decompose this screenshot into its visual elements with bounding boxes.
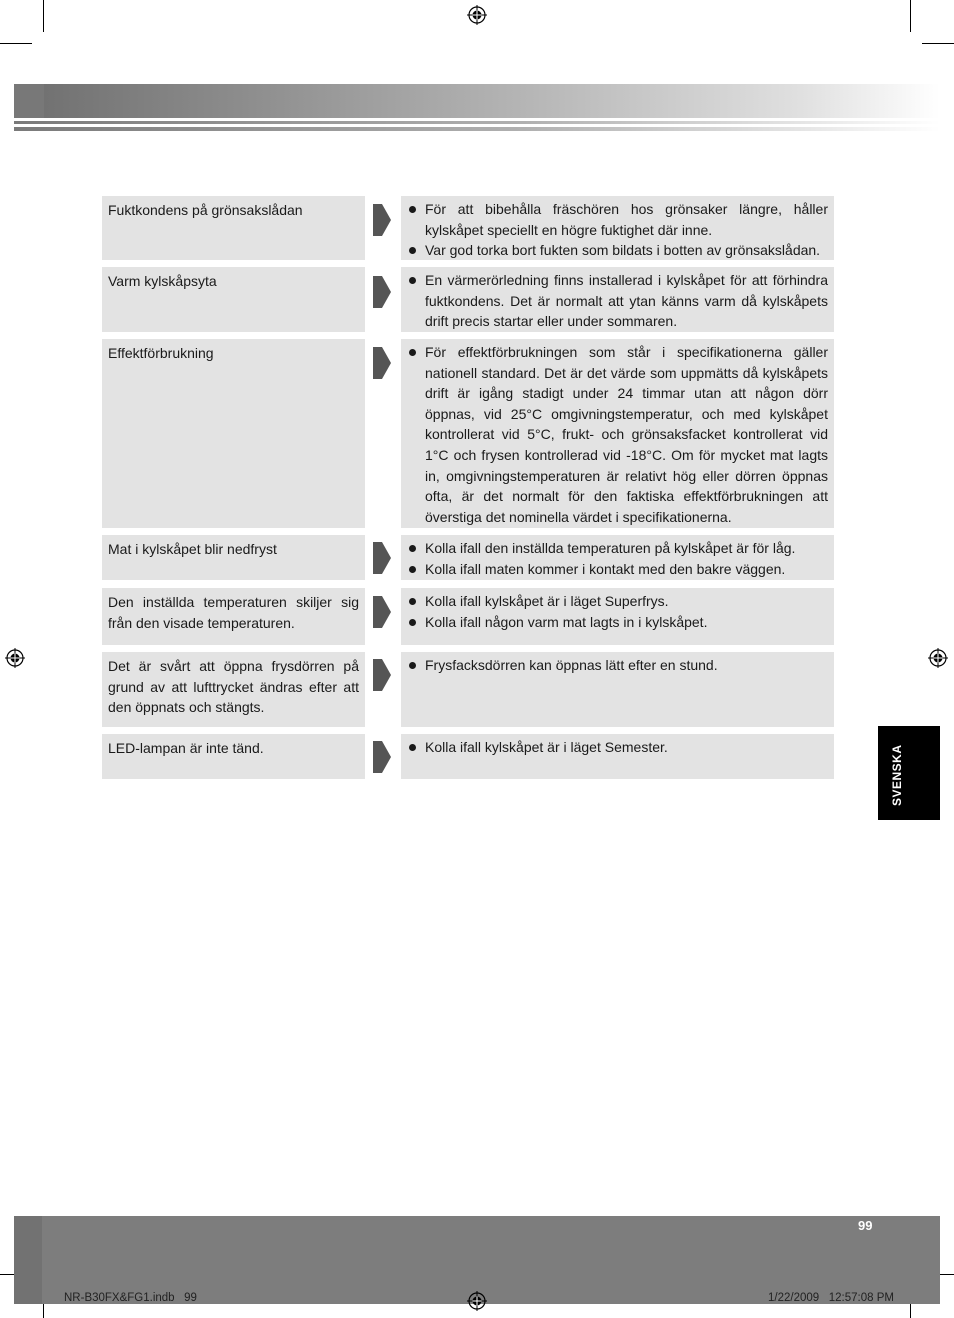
solution-item [407,737,828,758]
solution-item [407,591,828,612]
problem-text: Den inställda temperaturen skiljer sig från den visade temperaturen. [108,594,359,631]
problem-cell [102,196,365,260]
bullet-icon [409,277,416,284]
solution-text: För att bibehålla fräschören hos grönsaker längre, håller kylskåpet speciellt en högre fuktighet där inne. [425,201,828,238]
solution-text: Kolla ifall kylskåpet är i läget Superfrys. [425,593,669,609]
solution-item [407,612,828,633]
solution-text: Var god torka bort fukten som bildats i botten av grönsakslådan. [425,242,821,259]
registration-mark-icon [467,1291,487,1311]
bullet-icon [409,206,416,213]
footer-timestamp: 1/22/2009 12:57:08 PM [768,1292,894,1304]
solution-text: En värmerörledning finns installerad i kylskåpet för att förhindra fuktkondens. Det är normalt att ytan känns varm då kylskåpets drift precis startar eller under sommaren. [425,272,828,330]
bullet-icon [409,619,416,626]
solution-list [407,270,828,332]
solution-item [407,559,828,580]
crop-mark [0,43,32,44]
problem-text: LED-lampan är inte tänd. [108,740,264,756]
crop-mark [922,43,954,44]
solution-text: Kolla ifall maten kommer i kontakt med den bakre väggen. [425,560,786,577]
problem-cell [102,734,365,779]
header-rule [14,121,940,124]
solution-item [407,199,828,240]
footer-band-lead [14,1216,42,1304]
solution-item [407,655,828,676]
arrow-right-icon [373,542,391,574]
bullet-icon [409,349,416,356]
bullet-icon [409,662,416,669]
arrow-right-icon [373,596,391,628]
solution-text: Frysfacksdörren kan öppnas lätt efter en stund. [425,657,718,673]
problem-cell [102,267,365,332]
solution-text: För effektförbrukningen som står i specifikationerna gäller nationell standard. Det är det värde som uppmätts då kylskåpets drift är igång stadigt under 24 timmar utan att någon dörr öppnas, vid 25°C omgivningstemperatur, och med kylskåpet kontrollerat vid 5°C, frukt- och grönsaksfacket kontrollerat vid 1°C och frysen kontrollerad vid -18°C. Om för mycket mat lagts in, omgivningstemperaturen är relativt hög eller dörren öppnas ofta, är det normalt för den faktiska effektförbrukningen att överstiga det nominella värdet i specifikationerna. [425,344,828,525]
footer-file-slug: NR-B30FX&FG1.indb 99 [64,1292,197,1304]
registration-mark-icon [928,648,948,668]
crop-mark [43,0,44,32]
solution-list [407,199,828,261]
solution-item [407,270,828,332]
solution-text: Kolla ifall kylskåpet är i läget Semester. [425,739,668,755]
solution-cell [401,588,834,645]
solution-item [407,538,828,559]
solution-cell [401,535,834,580]
solution-cell [401,734,834,779]
header-band-lead [14,84,44,118]
solution-list [407,538,828,579]
bullet-icon [409,545,416,552]
bullet-icon [409,744,416,751]
arrow-right-icon [373,347,391,379]
solution-cell [401,267,834,332]
solution-item [407,342,828,527]
problem-text: Fuktkondens på grönsakslådan [108,202,303,218]
arrow-right-icon [373,204,391,236]
solution-cell [401,339,834,528]
bullet-icon [409,598,416,605]
language-tab [878,726,940,820]
problem-text: Det är svårt att öppna frysdörren på grund av att lufttrycket ändras efter att den öppnats och stängts. [108,658,359,716]
problem-text: Mat i kylskåpet blir nedfryst [108,541,277,557]
solution-text: Kolla ifall någon varm mat lagts in i kylskåpet. [425,613,708,630]
registration-mark-icon [467,5,487,25]
header-band [14,84,940,118]
problem-cell [102,588,365,645]
problem-cell [102,652,365,727]
arrow-right-icon [373,659,391,691]
solution-text: Kolla ifall den inställda temperaturen på kylskåpet är för låg. [425,540,796,556]
header-rule [14,127,940,131]
solution-cell [401,196,834,260]
problem-cell [102,339,365,528]
arrow-right-icon [373,276,391,308]
solution-item [407,240,828,261]
bullet-icon [409,566,416,573]
solution-list [407,655,828,676]
solution-list [407,342,828,527]
bullet-icon [409,247,416,254]
solution-list [407,591,828,632]
problem-text: Varm kylskåpsyta [108,273,217,289]
crop-mark [910,0,911,32]
problem-cell [102,535,365,580]
problem-text: Effektförbrukning [108,345,214,361]
solution-list [407,737,828,758]
arrow-right-icon [373,741,391,773]
registration-mark-icon [5,648,25,668]
solution-cell [401,652,834,727]
page-number: 99 [858,1218,873,1233]
language-tab-label: SVENSKA [890,744,904,806]
